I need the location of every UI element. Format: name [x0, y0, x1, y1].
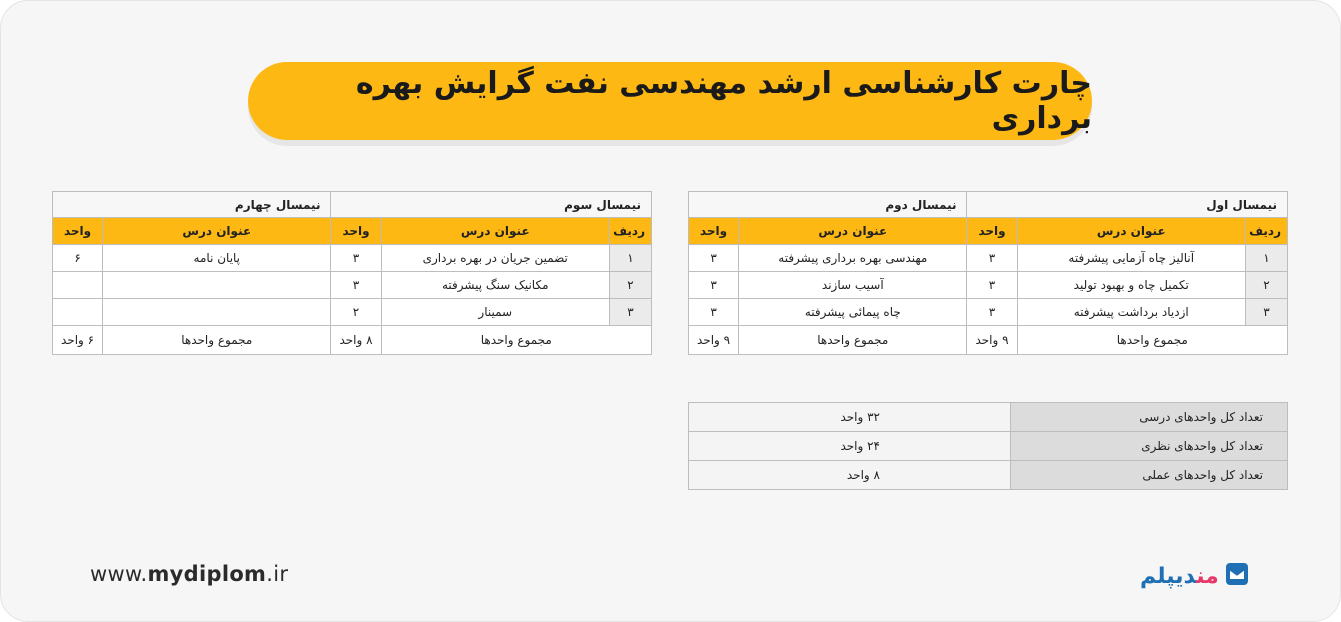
course-unit: ۳ [967, 272, 1017, 299]
summary-label: تعداد کل واحدهای عملی [1011, 461, 1288, 490]
mail-icon [1225, 562, 1249, 590]
semester-1-header: نیمسال اول [967, 192, 1288, 218]
col-row-header: ردیف [609, 218, 651, 245]
logo-text [1140, 564, 1219, 589]
course-unit [53, 299, 103, 326]
col-title-header: عنوان درس [739, 218, 967, 245]
course-title: تکمیل چاه و بهبود تولید [1017, 272, 1245, 299]
course-title [103, 299, 331, 326]
col-unit-header: واحد [331, 218, 381, 245]
col-unit-header: واحد [53, 218, 103, 245]
col-unit-header: واحد [967, 218, 1017, 245]
course-title: سمینار [381, 299, 609, 326]
col-unit-header: واحد [689, 218, 739, 245]
brand-logo [1140, 562, 1249, 590]
row-number: ۲ [609, 272, 651, 299]
page-title: چارت کارشناسی ارشد مهندسی نفت گرایش بهره برداری [248, 62, 1092, 140]
sum-row [53, 326, 652, 355]
col-title-header: عنوان درس [103, 218, 331, 245]
semester-3-4-table [52, 191, 652, 355]
row-number: ۳ [1245, 299, 1287, 326]
course-unit: ۲ [331, 299, 381, 326]
semester-4-total: ۶ واحد [53, 326, 103, 355]
course-title [103, 272, 331, 299]
summary-label: تعداد کل واحدهای درسی [1011, 403, 1288, 432]
table-row [689, 299, 1288, 326]
course-title: ازدیاد برداشت پیشرفته [1017, 299, 1245, 326]
course-unit: ۶ [53, 245, 103, 272]
logo-text-a: من [1196, 563, 1219, 589]
sum-label: مجموع واحدها [1017, 326, 1287, 355]
course-unit: ۳ [331, 245, 381, 272]
row-number: ۲ [1245, 272, 1287, 299]
course-title: آنالیز چاه آزمایی پیشرفته [1017, 245, 1245, 272]
course-title: پایان نامه [103, 245, 331, 272]
sum-label: مجموع واحدها [739, 326, 967, 355]
summary-row [689, 403, 1288, 432]
semester-1-total: ۹ واحد [967, 326, 1017, 355]
url-suffix: .ir [266, 562, 289, 586]
semester-4-header: نیمسال چهارم [53, 192, 331, 218]
semester-2-header: نیمسال دوم [689, 192, 967, 218]
summary-row [689, 432, 1288, 461]
table-row [53, 272, 652, 299]
sum-label: مجموع واحدها [103, 326, 331, 355]
semester-2-total: ۹ واحد [689, 326, 739, 355]
course-title: مهندسی بهره برداری پیشرفته [739, 245, 967, 272]
course-title: آسیب سازند [739, 272, 967, 299]
url-prefix: www. [90, 562, 148, 586]
sum-row [689, 326, 1288, 355]
summary-value: ۸ واحد [689, 461, 1011, 490]
semester-1-2-table [688, 191, 1288, 355]
col-title-header: عنوان درس [381, 218, 609, 245]
col-title-header: عنوان درس [1017, 218, 1245, 245]
table-row [689, 272, 1288, 299]
table-row [689, 245, 1288, 272]
summary-label: تعداد کل واحدهای نظری [1011, 432, 1288, 461]
table-row [53, 245, 652, 272]
summary-row [689, 461, 1288, 490]
url-domain: mydiplom [147, 562, 267, 586]
course-title: مکانیک سنگ پیشرفته [381, 272, 609, 299]
course-title: تضمین جریان در بهره برداری [381, 245, 609, 272]
semester-3-header: نیمسال سوم [331, 192, 652, 218]
logo-text-b: دیپلم [1140, 563, 1197, 589]
row-number: ۱ [1245, 245, 1287, 272]
summary-value: ۲۴ واحد [689, 432, 1011, 461]
course-unit: ۳ [967, 299, 1017, 326]
row-number: ۳ [609, 299, 651, 326]
table-row [53, 299, 652, 326]
course-unit: ۳ [689, 299, 739, 326]
sum-label: مجموع واحدها [381, 326, 651, 355]
course-unit: ۳ [689, 272, 739, 299]
course-unit: ۳ [689, 245, 739, 272]
course-unit: ۳ [331, 272, 381, 299]
row-number: ۱ [609, 245, 651, 272]
website-url[interactable] [90, 562, 288, 586]
summary-value: ۳۲ واحد [689, 403, 1011, 432]
course-unit [53, 272, 103, 299]
course-title: چاه پیمائی پیشرفته [739, 299, 967, 326]
semester-3-total: ۸ واحد [331, 326, 381, 355]
units-summary-table [688, 402, 1288, 490]
course-unit: ۳ [967, 245, 1017, 272]
col-row-header: ردیف [1245, 218, 1287, 245]
